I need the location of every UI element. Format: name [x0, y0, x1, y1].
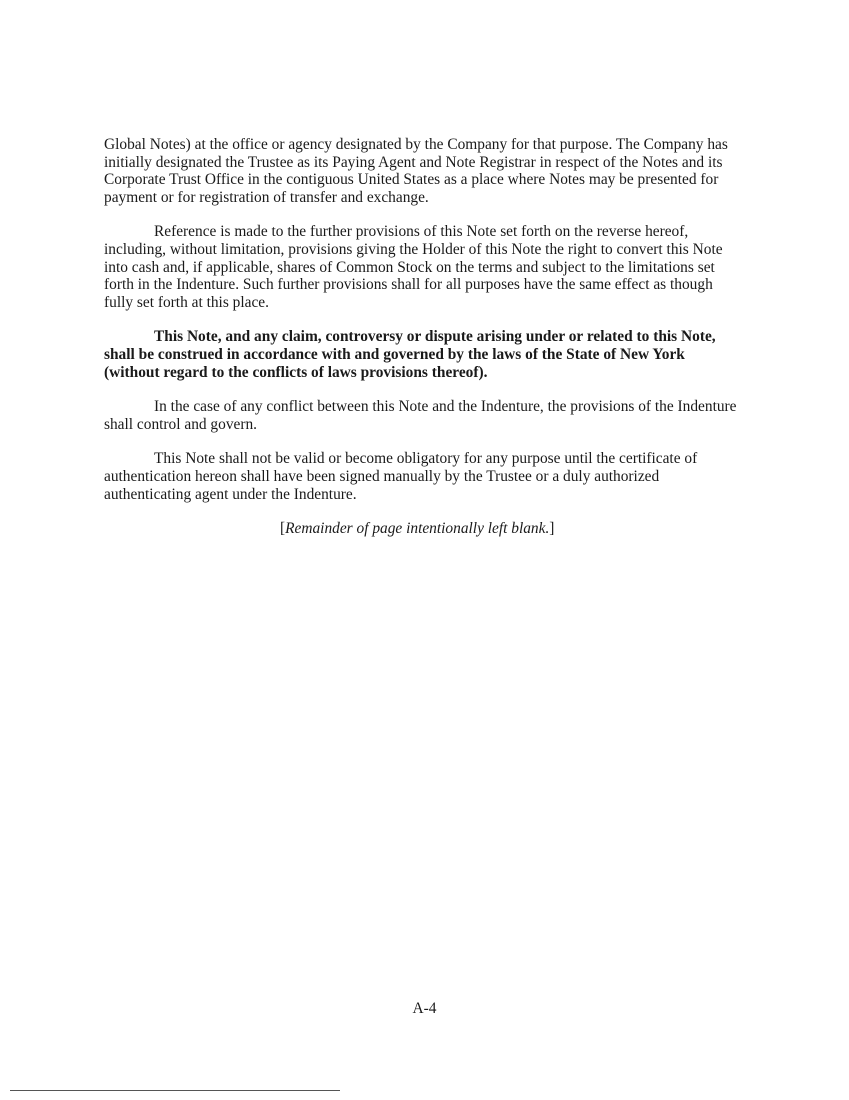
paragraph-conflict-indenture: In the case of any conflict between this Note and the Indenture, the provisions of the Indenture shall control and govern. [104, 398, 737, 433]
paragraph-authentication: This Note shall not be valid or become obligatory for any purpose until the certificate of authentication hereon shall have been signed manually by the Trustee or a duly authorized authenticating agent under the Indenture. [104, 450, 698, 503]
remainder-note [104, 520, 744, 538]
document-body [104, 136, 744, 538]
paragraph-payment-office: Global Notes) at the office or agency designated by the Company for that purpose. The Company has initially designated the Trustee as its Paying Agent and Note Registrar in respect of the Notes and its Corporate Trust Office in the contiguous United States as a place where Notes may be presented for payment or for registration of transfer and exchange. [104, 136, 728, 206]
paragraph-reverse-provisions: Reference is made to the further provisions of this Note set forth on the reverse hereof, including, without limitation, provisions giving the Holder of this Note the right to convert this Note into cash and, if applicable, shares of Common Stock on the terms and subject to the limitations set forth in the Indenture. Such further provisions shall for all purposes have the same effect as though fully set forth at this place. [104, 223, 723, 311]
remainder-close-bracket: ] [549, 520, 555, 538]
remainder-open-bracket: [ [280, 520, 286, 538]
page-number: A-4 [412, 1000, 437, 1017]
bottom-rule [10, 1090, 340, 1091]
remainder-text: Remainder of page intentionally left blank. [285, 520, 550, 538]
paragraph-governing-law: This Note, and any claim, controversy or dispute arising under or related to this Note, shall be construed in accordance with and governed by the laws of the State of New York (without regard to the conflicts of laws provisions thereof). [104, 328, 716, 381]
